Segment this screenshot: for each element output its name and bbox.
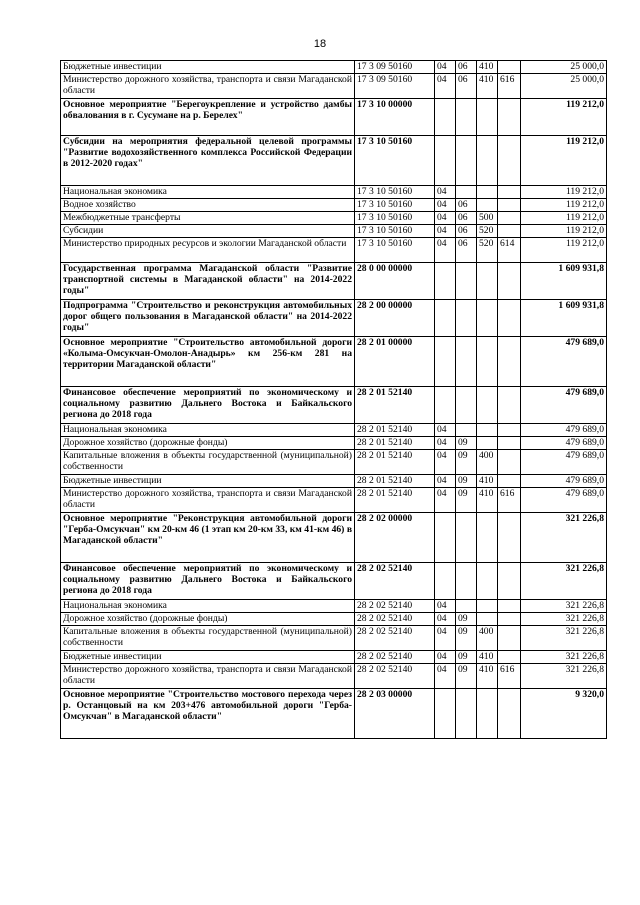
grbs-code — [498, 337, 521, 387]
row-name: Министерство дорожного хозяйства, транспорта и связи Магаданской области — [61, 74, 355, 99]
rz-code: 04 — [435, 74, 456, 99]
rz-code: 04 — [435, 488, 456, 513]
rz-code: 04 — [435, 225, 456, 238]
row-name: Дорожное хозяйство (дорожные фонды) — [61, 437, 355, 450]
csr-code: 17 3 10 50160 — [355, 136, 435, 186]
table-row — [61, 450, 607, 475]
row-name: Финансовое обеспечение мероприятий по экономическому и социальному развитию Дальнего Востока и Байкальского региона до 2018 года — [61, 387, 355, 424]
amount: 119 212,0 — [521, 225, 607, 238]
pr-code: 09 — [456, 651, 477, 664]
vr-code — [477, 199, 498, 212]
csr-code: 28 2 02 00000 — [355, 513, 435, 563]
rz-code: 04 — [435, 437, 456, 450]
rz-code: 04 — [435, 613, 456, 626]
grbs-code — [498, 626, 521, 651]
row-name: Основное мероприятие "Строительство мостового перехода через р. Останцовый на км 203+476 автомобильной дороги "Герба-Омсукчан" в Магаданской области" — [61, 689, 355, 739]
csr-code: 17 3 10 50160 — [355, 225, 435, 238]
rz-code — [435, 689, 456, 739]
amount: 479 689,0 — [521, 450, 607, 475]
grbs-code: 616 — [498, 664, 521, 689]
row-name: Капитальные вложения в объекты государственной (муниципальной) собственности — [61, 450, 355, 475]
amount: 321 226,8 — [521, 563, 607, 600]
csr-code: 28 2 01 00000 — [355, 337, 435, 387]
grbs-code — [498, 424, 521, 437]
amount: 321 226,8 — [521, 600, 607, 613]
table-row — [61, 626, 607, 651]
pr-code: 06 — [456, 238, 477, 263]
grbs-code: 616 — [498, 488, 521, 513]
rz-code — [435, 136, 456, 186]
vr-code — [477, 186, 498, 199]
rz-code: 04 — [435, 600, 456, 613]
table-row — [61, 437, 607, 450]
vr-code — [477, 424, 498, 437]
amount: 1 609 931,8 — [521, 300, 607, 337]
row-name: Капитальные вложения в объекты государственной (муниципальной) собственности — [61, 626, 355, 651]
grbs-code — [498, 450, 521, 475]
csr-code: 17 3 10 50160 — [355, 238, 435, 263]
budget-table — [60, 60, 607, 739]
row-name: Государственная программа Магаданской области "Развитие транспортной системы в Магаданской области" на 2014-2022 годы" — [61, 263, 355, 300]
csr-code: 17 3 09 50160 — [355, 74, 435, 99]
amount: 119 212,0 — [521, 199, 607, 212]
amount: 321 226,8 — [521, 513, 607, 563]
vr-code — [477, 513, 498, 563]
row-name: Национальная экономика — [61, 186, 355, 199]
row-name: Министерство дорожного хозяйства, транспорта и связи Магаданской области — [61, 488, 355, 513]
page-number: 18 — [313, 38, 327, 50]
rz-code — [435, 513, 456, 563]
amount: 119 212,0 — [521, 136, 607, 186]
table-row — [61, 225, 607, 238]
csr-code: 28 2 03 00000 — [355, 689, 435, 739]
rz-code: 04 — [435, 212, 456, 225]
table-row — [61, 664, 607, 689]
grbs-code — [498, 600, 521, 613]
vr-code: 400 — [477, 450, 498, 475]
table-row — [61, 238, 607, 263]
rz-code: 04 — [435, 651, 456, 664]
csr-code: 28 0 00 00000 — [355, 263, 435, 300]
amount: 479 689,0 — [521, 387, 607, 424]
table-row — [61, 600, 607, 613]
rz-code — [435, 300, 456, 337]
amount: 119 212,0 — [521, 99, 607, 136]
vr-code: 410 — [477, 664, 498, 689]
vr-code: 410 — [477, 651, 498, 664]
grbs-code — [498, 475, 521, 488]
row-name: Субсидии — [61, 225, 355, 238]
rz-code: 04 — [435, 199, 456, 212]
amount: 119 212,0 — [521, 212, 607, 225]
pr-code — [456, 563, 477, 600]
grbs-code — [498, 613, 521, 626]
amount: 1 609 931,8 — [521, 263, 607, 300]
csr-code: 28 2 01 52140 — [355, 437, 435, 450]
grbs-code — [498, 136, 521, 186]
vr-code: 400 — [477, 626, 498, 651]
pr-code: 09 — [456, 437, 477, 450]
row-name: Основное мероприятие "Строительство автомобильной дороги «Колыма-Омсукчан-Омолон-Анадырь» км 256-км 281 на территории Магаданской области" — [61, 337, 355, 387]
vr-code — [477, 263, 498, 300]
vr-code: 410 — [477, 488, 498, 513]
rz-code — [435, 563, 456, 600]
table-row — [61, 99, 607, 136]
pr-code — [456, 337, 477, 387]
grbs-code — [498, 225, 521, 238]
amount: 479 689,0 — [521, 437, 607, 450]
csr-code: 28 2 02 52140 — [355, 600, 435, 613]
grbs-code — [498, 437, 521, 450]
amount: 9 320,0 — [521, 689, 607, 739]
row-name: Бюджетные инвестиции — [61, 475, 355, 488]
vr-code: 410 — [477, 61, 498, 74]
table-row — [61, 387, 607, 424]
vr-code: 410 — [477, 74, 498, 99]
vr-code — [477, 337, 498, 387]
table-row — [61, 136, 607, 186]
csr-code: 17 3 10 50160 — [355, 199, 435, 212]
row-name: Подпрограмма "Строительство и реконструкция автомобильных дорог общего пользования в Магаданской области" на 2014-2022 годы" — [61, 300, 355, 337]
row-name: Бюджетные инвестиции — [61, 61, 355, 74]
csr-code: 17 3 10 50160 — [355, 212, 435, 225]
row-name: Национальная экономика — [61, 424, 355, 437]
vr-code — [477, 387, 498, 424]
rz-code: 04 — [435, 475, 456, 488]
vr-code: 520 — [477, 238, 498, 263]
vr-code — [477, 613, 498, 626]
table-row — [61, 337, 607, 387]
amount: 479 689,0 — [521, 424, 607, 437]
csr-code: 28 2 01 52140 — [355, 424, 435, 437]
vr-code — [477, 437, 498, 450]
rz-code — [435, 337, 456, 387]
table-row — [61, 199, 607, 212]
rz-code: 04 — [435, 424, 456, 437]
rz-code: 04 — [435, 238, 456, 263]
rz-code — [435, 99, 456, 136]
table-row — [61, 212, 607, 225]
table-row — [61, 689, 607, 739]
rz-code: 04 — [435, 186, 456, 199]
pr-code: 06 — [456, 212, 477, 225]
amount: 119 212,0 — [521, 186, 607, 199]
rz-code — [435, 263, 456, 300]
pr-code — [456, 600, 477, 613]
vr-code: 520 — [477, 225, 498, 238]
vr-code — [477, 563, 498, 600]
pr-code: 09 — [456, 626, 477, 651]
table-row — [61, 563, 607, 600]
csr-code: 28 2 01 52140 — [355, 387, 435, 424]
csr-code: 28 2 01 52140 — [355, 475, 435, 488]
pr-code: 06 — [456, 61, 477, 74]
amount: 321 226,8 — [521, 626, 607, 651]
vr-code — [477, 99, 498, 136]
table-row — [61, 513, 607, 563]
amount: 321 226,8 — [521, 651, 607, 664]
grbs-code — [498, 300, 521, 337]
rz-code: 04 — [435, 61, 456, 74]
pr-code — [456, 99, 477, 136]
amount: 321 226,8 — [521, 613, 607, 626]
grbs-code — [498, 651, 521, 664]
amount: 25 000,0 — [521, 74, 607, 99]
csr-code: 28 2 02 52140 — [355, 664, 435, 689]
table-row — [61, 424, 607, 437]
grbs-code — [498, 689, 521, 739]
pr-code — [456, 513, 477, 563]
pr-code: 06 — [456, 74, 477, 99]
grbs-code — [498, 99, 521, 136]
grbs-code — [498, 61, 521, 74]
row-name: Министерство дорожного хозяйства, транспорта и связи Магаданской области — [61, 664, 355, 689]
pr-code: 09 — [456, 664, 477, 689]
pr-code: 09 — [456, 488, 477, 513]
pr-code: 06 — [456, 199, 477, 212]
vr-code — [477, 689, 498, 739]
pr-code: 09 — [456, 450, 477, 475]
row-name: Межбюджетные трансферты — [61, 212, 355, 225]
pr-code — [456, 387, 477, 424]
csr-code: 28 2 02 52140 — [355, 613, 435, 626]
rz-code: 04 — [435, 450, 456, 475]
csr-code: 28 2 01 52140 — [355, 450, 435, 475]
row-name: Финансовое обеспечение мероприятий по экономическому и социальному развитию Дальнего Востока и Байкальского региона до 2018 года — [61, 563, 355, 600]
table-row — [61, 300, 607, 337]
table-row — [61, 186, 607, 199]
amount: 119 212,0 — [521, 238, 607, 263]
row-name: Бюджетные инвестиции — [61, 651, 355, 664]
table-row — [61, 651, 607, 664]
csr-code: 28 2 02 52140 — [355, 563, 435, 600]
vr-code — [477, 600, 498, 613]
row-name: Национальная экономика — [61, 600, 355, 613]
pr-code — [456, 186, 477, 199]
table-row — [61, 74, 607, 99]
grbs-code — [498, 387, 521, 424]
vr-code — [477, 300, 498, 337]
grbs-code — [498, 263, 521, 300]
grbs-code: 616 — [498, 74, 521, 99]
csr-code: 17 3 10 00000 — [355, 99, 435, 136]
row-name: Основное мероприятие "Берегоукрепление и устройство дамбы обвалования в г. Сусумане на р. Берелех" — [61, 99, 355, 136]
rz-code — [435, 387, 456, 424]
table-row — [61, 613, 607, 626]
amount: 479 689,0 — [521, 337, 607, 387]
pr-code: 09 — [456, 613, 477, 626]
pr-code: 06 — [456, 225, 477, 238]
row-name: Основное мероприятие "Реконструкция автомобильной дороги "Герба-Омсукчан" км 20-км 46 (1 этап км 20-км 33, км 41-км 46) в Магаданской области" — [61, 513, 355, 563]
pr-code — [456, 263, 477, 300]
table-row — [61, 263, 607, 300]
table-row — [61, 475, 607, 488]
amount: 321 226,8 — [521, 664, 607, 689]
grbs-code — [498, 563, 521, 600]
row-name: Дорожное хозяйство (дорожные фонды) — [61, 613, 355, 626]
table-row — [61, 488, 607, 513]
row-name: Субсидии на мероприятия федеральной целевой программы "Развитие водохозяйственного комплекса Российской Федерации в 2012-2020 годах" — [61, 136, 355, 186]
amount: 479 689,0 — [521, 475, 607, 488]
pr-code — [456, 300, 477, 337]
amount: 479 689,0 — [521, 488, 607, 513]
vr-code: 410 — [477, 475, 498, 488]
csr-code: 28 2 01 52140 — [355, 488, 435, 513]
csr-code: 28 2 02 52140 — [355, 651, 435, 664]
pr-code: 09 — [456, 475, 477, 488]
grbs-code — [498, 186, 521, 199]
rz-code: 04 — [435, 626, 456, 651]
grbs-code — [498, 212, 521, 225]
pr-code — [456, 689, 477, 739]
pr-code — [456, 136, 477, 186]
csr-code: 28 2 00 00000 — [355, 300, 435, 337]
row-name: Водное хозяйство — [61, 199, 355, 212]
amount: 25 000,0 — [521, 61, 607, 74]
rz-code: 04 — [435, 664, 456, 689]
vr-code — [477, 136, 498, 186]
csr-code: 28 2 02 52140 — [355, 626, 435, 651]
csr-code: 17 3 10 50160 — [355, 186, 435, 199]
grbs-code — [498, 513, 521, 563]
table-row — [61, 61, 607, 74]
row-name: Министерство природных ресурсов и экологии Магаданской области — [61, 238, 355, 263]
pr-code — [456, 424, 477, 437]
csr-code: 17 3 09 50160 — [355, 61, 435, 74]
vr-code: 500 — [477, 212, 498, 225]
grbs-code: 614 — [498, 238, 521, 263]
grbs-code — [498, 199, 521, 212]
